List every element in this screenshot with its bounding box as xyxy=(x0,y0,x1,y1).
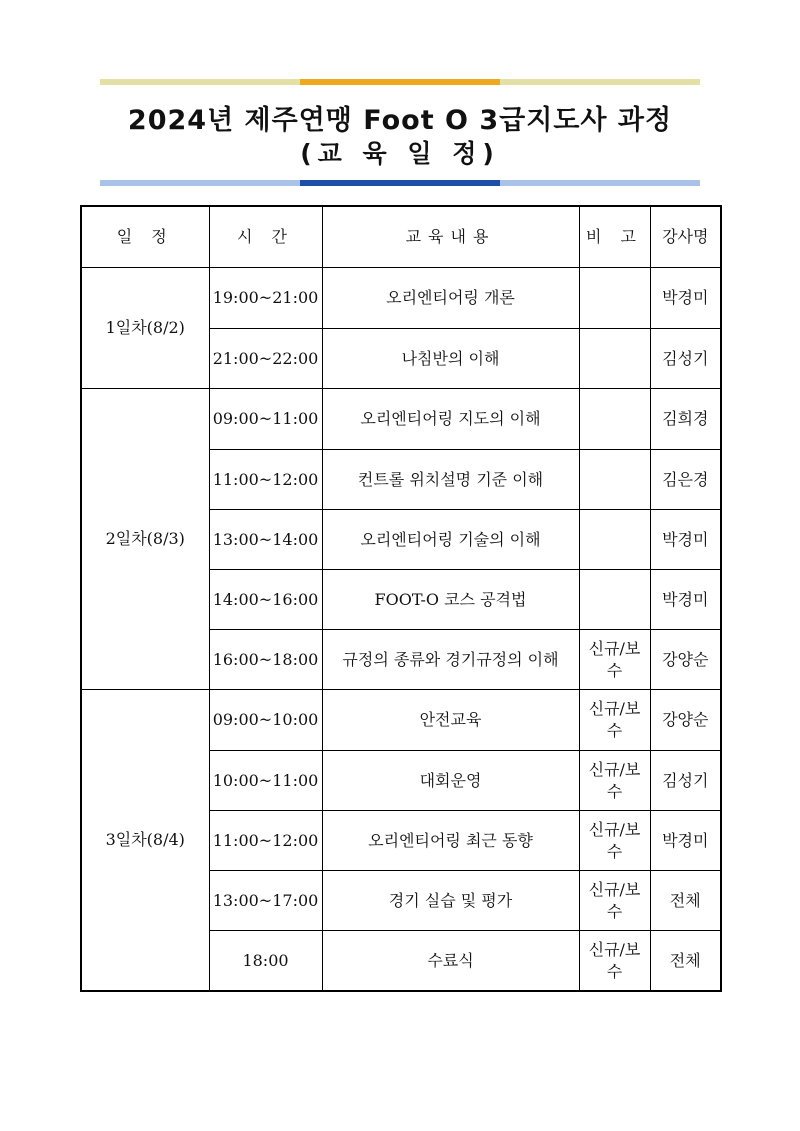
session-content: FOOT-O 코스 공격법 xyxy=(322,570,579,630)
session-time: 10:00~11:00 xyxy=(209,751,322,811)
session-note: 신규/보수 xyxy=(579,871,650,931)
session-note xyxy=(579,510,650,570)
session-content: 오리엔티어링 개론 xyxy=(322,268,579,329)
header-day: 일 정 xyxy=(81,206,209,268)
bottom-bar-right-segment xyxy=(500,180,700,186)
day-label: 2일차(8/3) xyxy=(81,389,209,690)
header-content: 교육내용 xyxy=(322,206,579,268)
top-bar-center-segment xyxy=(300,79,500,85)
session-note xyxy=(579,570,650,630)
session-note: 신규/보수 xyxy=(579,931,650,992)
session-note xyxy=(579,329,650,389)
top-decorative-bar xyxy=(100,79,700,85)
session-content: 경기 실습 및 평가 xyxy=(322,871,579,931)
day-label: 3일차(8/4) xyxy=(81,690,209,992)
session-time: 13:00~14:00 xyxy=(209,510,322,570)
schedule-table xyxy=(80,205,722,992)
session-instructor: 김희경 xyxy=(650,389,721,450)
session-time: 19:00~21:00 xyxy=(209,268,322,329)
session-content: 오리엔티어링 기술의 이해 xyxy=(322,510,579,570)
session-content: 나침반의 이해 xyxy=(322,329,579,389)
session-instructor: 박경미 xyxy=(650,811,721,871)
session-instructor: 김성기 xyxy=(650,329,721,389)
header-instructor: 강사명 xyxy=(650,206,721,268)
session-instructor: 강양순 xyxy=(650,690,721,751)
top-bar-left-segment xyxy=(100,79,300,85)
session-content: 컨트롤 위치설명 기준 이해 xyxy=(322,450,579,510)
session-note: 신규/보수 xyxy=(579,751,650,811)
session-note: 신규/보수 xyxy=(579,811,650,871)
document-subtitle: (교 육 일 정) xyxy=(300,139,500,168)
session-time: 21:00~22:00 xyxy=(209,329,322,389)
header-time: 시 간 xyxy=(209,206,322,268)
session-instructor: 강양순 xyxy=(650,630,721,690)
session-content: 오리엔티어링 지도의 이해 xyxy=(322,389,579,450)
table-row xyxy=(81,268,721,329)
table-row xyxy=(81,690,721,751)
session-time: 13:00~17:00 xyxy=(209,871,322,931)
session-time: 18:00 xyxy=(209,931,322,992)
session-instructor: 박경미 xyxy=(650,570,721,630)
session-instructor: 박경미 xyxy=(650,510,721,570)
bottom-decorative-bar xyxy=(100,180,700,186)
session-instructor: 전체 xyxy=(650,871,721,931)
session-instructor: 박경미 xyxy=(650,268,721,329)
session-time: 14:00~16:00 xyxy=(209,570,322,630)
bottom-bar-left-segment xyxy=(100,180,300,186)
session-instructor: 김성기 xyxy=(650,751,721,811)
table-header-row xyxy=(81,206,721,268)
document-title: 2024년 제주연맹 Foot O 3급지도사 과정 xyxy=(127,105,673,136)
session-instructor: 전체 xyxy=(650,931,721,992)
session-note: 신규/보수 xyxy=(579,630,650,690)
session-time: 11:00~12:00 xyxy=(209,811,322,871)
session-content: 안전교육 xyxy=(322,690,579,751)
session-time: 16:00~18:00 xyxy=(209,630,322,690)
header-note: 비 고 xyxy=(579,206,650,268)
session-time: 09:00~10:00 xyxy=(209,690,322,751)
session-note xyxy=(579,389,650,450)
session-note xyxy=(579,450,650,510)
session-note xyxy=(579,268,650,329)
session-note: 신규/보수 xyxy=(579,690,650,751)
top-bar-right-segment xyxy=(500,79,700,85)
session-instructor: 김은경 xyxy=(650,450,721,510)
bottom-bar-center-segment xyxy=(300,180,500,186)
day-label: 1일차(8/2) xyxy=(81,268,209,389)
session-time: 09:00~11:00 xyxy=(209,389,322,450)
session-content: 규정의 종류와 경기규정의 이해 xyxy=(322,630,579,690)
session-time: 11:00~12:00 xyxy=(209,450,322,510)
session-content: 오리엔티어링 최근 동향 xyxy=(322,811,579,871)
table-row xyxy=(81,389,721,450)
session-content: 대회운영 xyxy=(322,751,579,811)
session-content: 수료식 xyxy=(322,931,579,992)
